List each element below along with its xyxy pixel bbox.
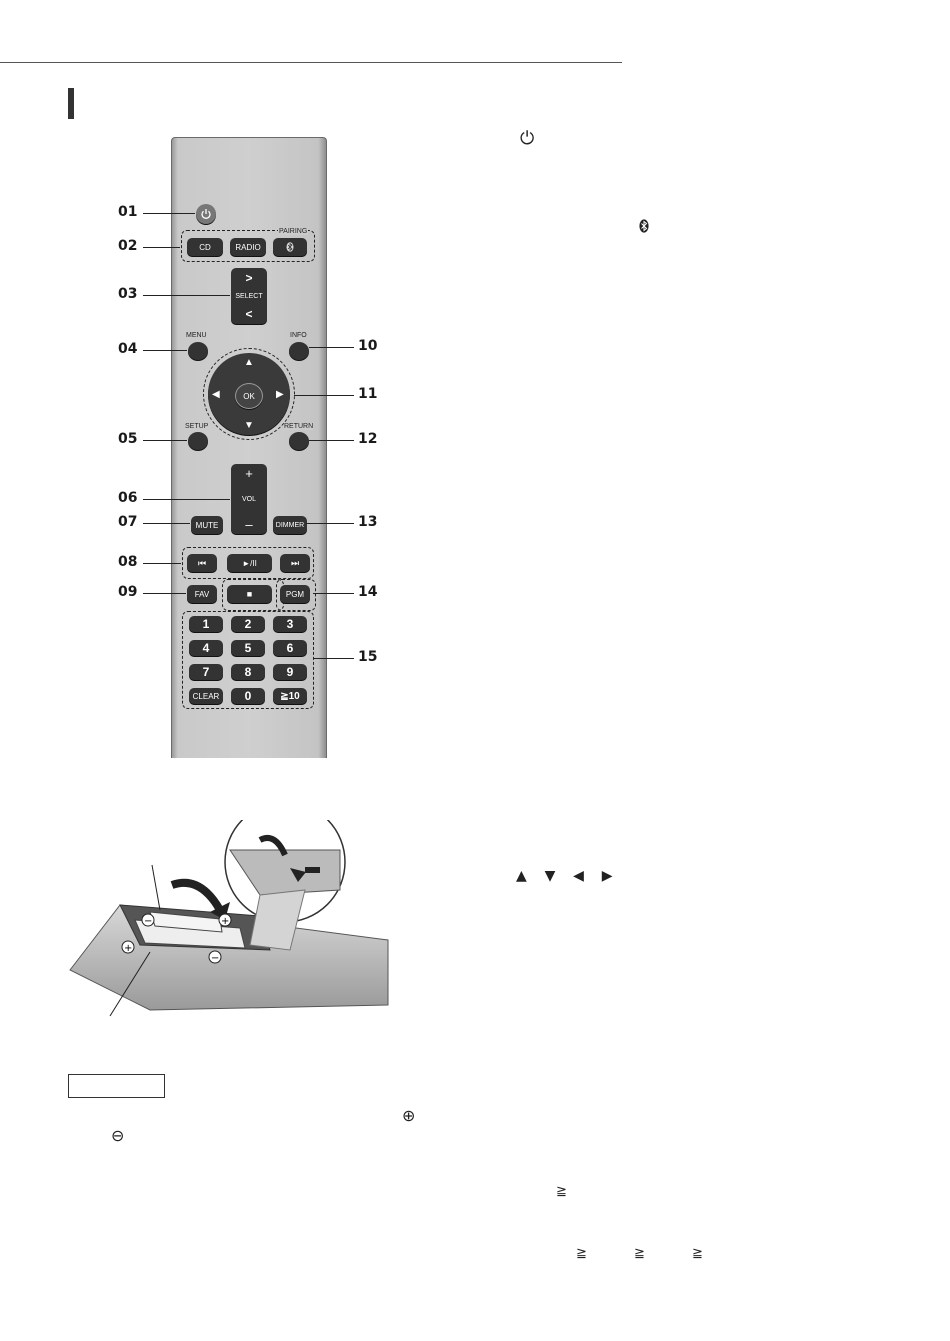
callout-11: 11 — [358, 386, 378, 402]
battery-plus-2: + — [124, 943, 133, 954]
plus-pole-symbol: ⊕ — [402, 1106, 416, 1125]
leader-11 — [294, 395, 354, 396]
power-icon — [200, 208, 212, 220]
volume-rocker[interactable] — [231, 464, 267, 534]
right-button[interactable]: ▶ — [276, 389, 284, 400]
key-7[interactable]: 7 — [189, 664, 223, 680]
leader-13 — [306, 523, 354, 524]
key-1[interactable]: 1 — [189, 616, 223, 632]
ge-symbol-2: ≧ — [576, 1246, 587, 1261]
leader-10 — [309, 347, 354, 348]
battery-illustration — [60, 820, 390, 1020]
return-label: RETURN — [284, 423, 314, 430]
leader-12 — [309, 440, 354, 441]
bluetooth-icon — [639, 219, 649, 233]
leader-02 — [143, 247, 180, 248]
callout-10: 10 — [358, 338, 378, 354]
leader-01 — [143, 213, 195, 214]
key-10-plus[interactable]: ≧10 — [273, 688, 307, 704]
callout-08: 08 — [118, 554, 138, 570]
bluetooth-button[interactable] — [273, 238, 307, 256]
ge-symbol-3: ≧ — [634, 1246, 645, 1261]
stop-button[interactable]: ■ — [227, 585, 272, 603]
ok-button[interactable]: OK — [235, 383, 263, 409]
power-button[interactable] — [196, 204, 216, 224]
key-2[interactable]: 2 — [231, 616, 265, 632]
bluetooth-symbol — [639, 219, 649, 237]
key-8[interactable]: 8 — [231, 664, 265, 680]
volume-label: VOL — [241, 495, 256, 503]
cd-button[interactable]: CD — [187, 238, 223, 256]
next-button[interactable]: ⏭ — [280, 554, 310, 572]
up-button[interactable]: ▲ — [244, 357, 254, 368]
select-rocker[interactable] — [231, 268, 267, 324]
menu-button[interactable] — [188, 342, 208, 360]
key-6[interactable]: 6 — [273, 640, 307, 656]
fav-button[interactable]: FAV — [187, 585, 217, 603]
mute-button[interactable]: MUTE — [191, 516, 223, 534]
menu-label: MENU — [186, 332, 207, 339]
ge-symbol-1: ≧ — [556, 1184, 567, 1199]
remote-control — [171, 137, 327, 758]
callout-07: 07 — [118, 514, 138, 530]
select-up[interactable]: > — [245, 271, 253, 285]
leader-06 — [143, 499, 230, 500]
leader-08 — [143, 563, 181, 564]
leader-04 — [143, 350, 187, 351]
callout-13: 13 — [358, 514, 378, 530]
callout-02: 02 — [118, 238, 138, 254]
callout-05: 05 — [118, 431, 138, 447]
key-0[interactable]: 0 — [231, 688, 265, 704]
left-button[interactable]: ◀ — [212, 389, 220, 400]
battery-minus-2: − — [211, 953, 220, 964]
ge-symbol-4: ≧ — [692, 1246, 703, 1261]
callout-04: 04 — [118, 341, 138, 357]
callout-15: 15 — [358, 649, 378, 665]
callout-09: 09 — [118, 584, 138, 600]
info-label: INFO — [290, 332, 307, 339]
leader-15 — [313, 658, 354, 659]
pairing-label: PAIRING — [279, 228, 308, 235]
bluetooth-icon — [286, 242, 294, 252]
minus-pole-symbol: ⊖ — [111, 1126, 125, 1145]
volume-down[interactable]: – — [245, 517, 253, 532]
battery-plus-1: + — [221, 916, 230, 927]
key-4[interactable]: 4 — [189, 640, 223, 656]
leader-09 — [143, 593, 186, 594]
leader-14 — [313, 593, 354, 594]
setup-button[interactable] — [188, 432, 208, 450]
battery-minus-1: − — [144, 916, 153, 927]
power-symbol: ⏻ — [520, 128, 535, 149]
setup-label: SETUP — [185, 423, 209, 430]
callout-03: 03 — [118, 286, 138, 302]
select-label: SELECT — [235, 292, 263, 300]
previous-button[interactable]: ⏮ — [187, 554, 217, 572]
section-marker — [68, 88, 74, 119]
clear-button[interactable]: CLEAR — [189, 688, 223, 704]
leader-05 — [143, 440, 187, 441]
leader-03 — [143, 295, 230, 296]
leader-07 — [143, 523, 190, 524]
dimmer-button[interactable]: DIMMER — [273, 516, 307, 534]
info-button[interactable] — [289, 342, 309, 360]
select-down[interactable]: < — [245, 307, 253, 321]
key-5[interactable]: 5 — [231, 640, 265, 656]
play-pause-button[interactable]: ►/II — [227, 554, 272, 572]
note-label-box — [68, 1074, 165, 1098]
header-rule — [0, 62, 622, 63]
key-3[interactable]: 3 — [273, 616, 307, 632]
key-9[interactable]: 9 — [273, 664, 307, 680]
cursor-arrows-symbols: ▲ ▼ ◀ ▶ — [516, 868, 613, 884]
radio-button[interactable]: RADIO — [230, 238, 266, 256]
volume-up[interactable]: + — [245, 466, 253, 481]
callout-06: 06 — [118, 490, 138, 506]
callout-14: 14 — [358, 584, 378, 600]
callout-12: 12 — [358, 431, 378, 447]
down-button[interactable]: ▼ — [244, 420, 254, 431]
pgm-button[interactable]: PGM — [280, 585, 310, 603]
callout-01: 01 — [118, 204, 138, 220]
return-button[interactable] — [289, 432, 309, 450]
